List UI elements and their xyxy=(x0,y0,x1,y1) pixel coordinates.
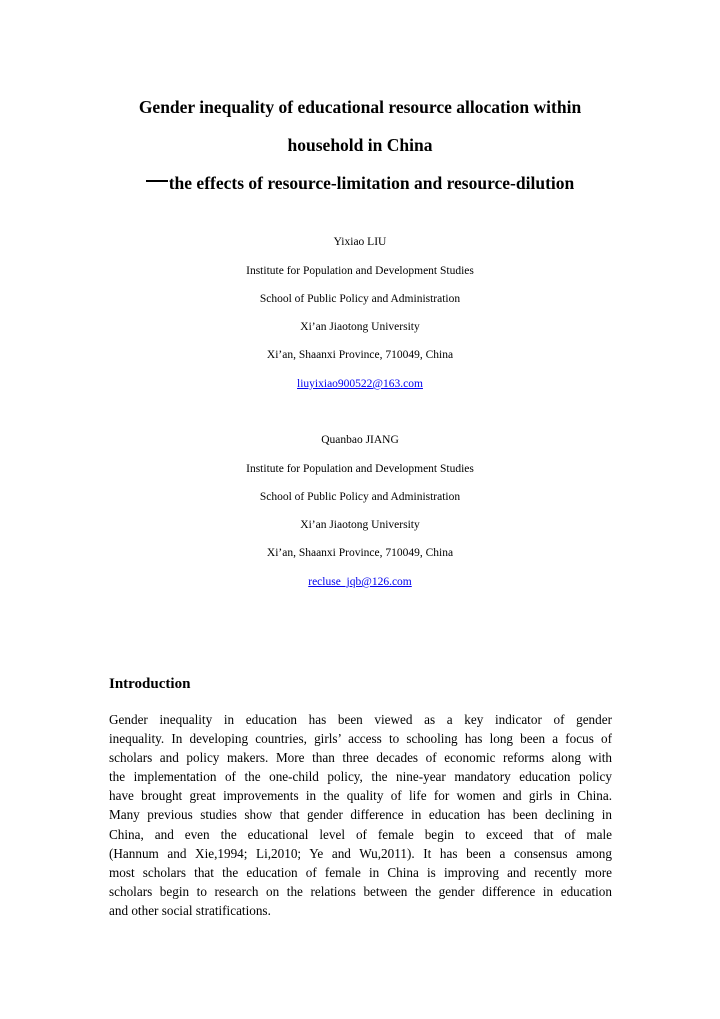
author-1-institute: Institute for Population and Development Studies xyxy=(246,265,474,277)
author-2-name: Quanbao JIANG xyxy=(321,434,399,446)
author-2-address: Xi’an, Shaanxi Province, 710049, China xyxy=(266,547,454,559)
introduction-paragraph xyxy=(109,710,612,920)
title-line-1: Gender inequality of educational resource allocation within xyxy=(138,97,582,117)
subtitle-text: the effects of resource-limitation and resource-dilution xyxy=(168,173,575,193)
paragraph-line: and other social stratifications. xyxy=(109,902,271,918)
paragraph-line: scholars begin to research on the relations between the gender difference in education xyxy=(109,883,612,899)
paragraph-line: (Hannum and Xie,1994; Li,2010; Ye and Wu,2011). It has been a consensus among xyxy=(109,845,612,861)
paragraph-line: China, and even the educational level of female begin to exceed that of male xyxy=(109,826,612,842)
author-1-school: School of Public Policy and Administration xyxy=(259,293,461,305)
em-dash-mark xyxy=(146,180,168,182)
title-line-2: household in China xyxy=(287,135,433,155)
author-1-university: Xi’an Jiaotong University xyxy=(300,321,420,333)
author-1-name: Yixiao LIU xyxy=(333,236,387,248)
paragraph-line: most scholars that the education of female in China is improving and recently more xyxy=(109,864,612,880)
title-subtitle xyxy=(0,172,720,194)
paragraph-line: Many previous studies show that gender difference in education has been declining in xyxy=(109,807,612,823)
author-2-school: School of Public Policy and Administration xyxy=(259,491,461,503)
author-2-university: Xi’an Jiaotong University xyxy=(300,519,420,531)
paragraph-line: the implementation of the one-child policy, the nine-year mandatory education policy xyxy=(109,769,612,785)
paragraph-line: have brought great improvements in the quality of life for women and girls in China. xyxy=(109,788,612,804)
section-heading-introduction: Introduction xyxy=(109,676,191,692)
author-2-institute: Institute for Population and Development Studies xyxy=(246,463,474,475)
author-2-email-link[interactable]: recluse_jqb@126.com xyxy=(308,576,412,588)
author-1-email-line xyxy=(0,376,720,392)
paragraph-line: scholars and policy makers. More than three decades of economic reforms along with xyxy=(109,750,612,766)
author-2-email-line xyxy=(0,574,720,590)
paragraph-line: Gender inequality in education has been viewed as a key indicator of gender xyxy=(109,712,612,727)
paragraph-line: inequality. In developing countries, girls’ access to schooling has long been a focus of xyxy=(109,731,612,747)
author-1-email-link[interactable]: liuyixiao900522@163.com xyxy=(297,378,423,390)
author-1-address: Xi’an, Shaanxi Province, 710049, China xyxy=(266,349,454,361)
